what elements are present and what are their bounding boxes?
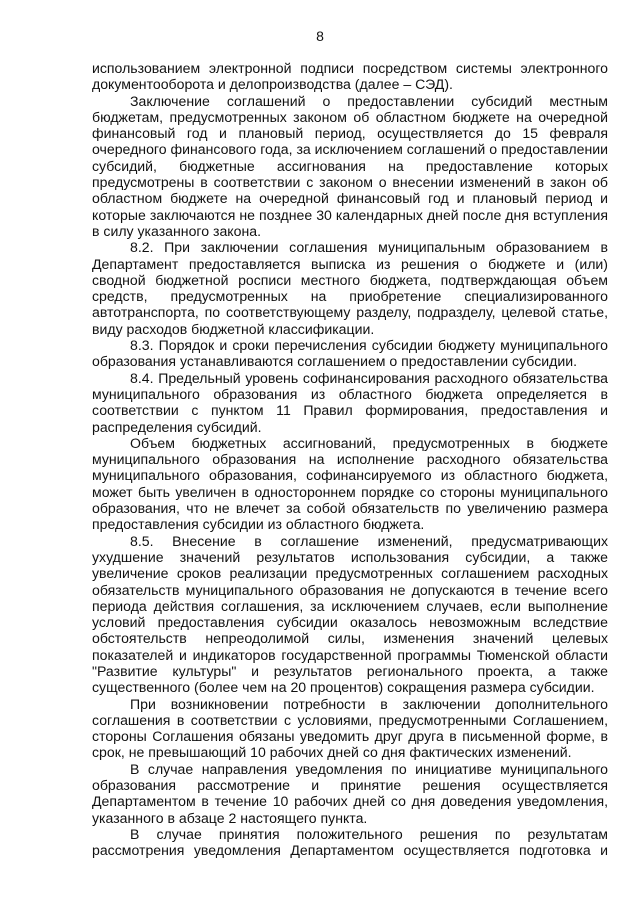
paragraph-budget-volume: Объем бюджетных ассигнований, предусмотренных в бюджете муниципального образования на исполнение расходного обязательства муниципального образования, софинансируемого из областного бюджета, может быть увеличен в одностороннем порядке со стороны муниципального образования, что не влечет за собой обязательств по увеличению размера предоставления субсидии из областного бюджета. <box>92 434 608 533</box>
paragraph-notification-initiative: В случае направления уведомления по инициативе муниципального образования рассмотрение и принятие решения осуществляется Департаментом в течение 10 рабочих дней со дня доведения уведомления, указанного в абзаце 2 настоящего пункта. <box>92 760 608 826</box>
paragraph-additional-agreement: При возникновении потребности в заключении дополнительного соглашения в соответствии с условиями, предусмотренными Соглашением, стороны Соглашения обязаны уведомить друг друга в письменной форме, в срок, не превышающий 10 рабочих дней со дня фактических изменений. <box>92 695 608 761</box>
paragraph-8-4: 8.4. Предельный уровень софинансирования расходного обязательства муниципального образования из областного бюджета определяется в соответствии с пунктом 11 Правил формирования, предоставления и распределения субсидий. <box>92 369 608 435</box>
paragraph-sed-continuation: использованием электронной подписи посредством системы электронного документооборота и делопроизводства (далее – СЭД). <box>92 60 608 93</box>
paragraph-positive-decision: В случае принятия положительного решения по результатам рассмотрения уведомления Департаментом осуществляется подготовка и <box>92 825 608 859</box>
paragraph-8-2: 8.2. При заключении соглашения муниципальным образованием в Департамент предоставляется выписка из решения о бюджете и (или) сводной бюджетной росписи местного бюджета, подтверждающая объем средств, предусмотренных на приобретение специализированного автотранспорта, по соответствующему разделу, подразделу, целевой статье, виду расходов бюджетной классификации. <box>92 239 608 337</box>
page-number: 8 <box>316 28 324 44</box>
paragraph-8-5: 8.5. Внесение в соглашение изменений, предусматривающих ухудшение значений результатов использования субсидии, а также увеличение сроков реализации предусмотренных соглашением расходных обязательств муниципального образования не допускаются в течение всего периода действия соглашения, за исключением случаев, если выполнение условий предоставления субсидии оказалось невозможным вследствие обстоятельств непреодолимой силы, изменения значений целевых показателей и индикаторов государственной программы Тюменской области "Развитие культуры" и результатов регионального проекта, а также существенного (более чем на 20 процентов) сокращения размера субсидии. <box>92 532 608 696</box>
document-body <box>92 60 608 859</box>
paragraph-agreement-deadline: Заключение соглашений о предоставлении субсидий местным бюджетам, предусмотренных законом об областном бюджете на очередной финансовый год и плановый период, осуществляется до 15 февраля очередного финансового года, за исключением соглашений о предоставлении субсидий, бюджетные ассигнования на предоставление которых предусмотрены в соответствии с законом о внесении изменений в закон об областном бюджете на очередной финансовый год и плановый период и которые заключаются не позднее 30 календарных дней после дня вступления в силу указанного закона. <box>92 92 608 239</box>
paragraph-8-3: 8.3. Порядок и сроки перечисления субсидии бюджету муниципального образования устанавливаются соглашением о предоставлении субсидии. <box>92 337 608 370</box>
